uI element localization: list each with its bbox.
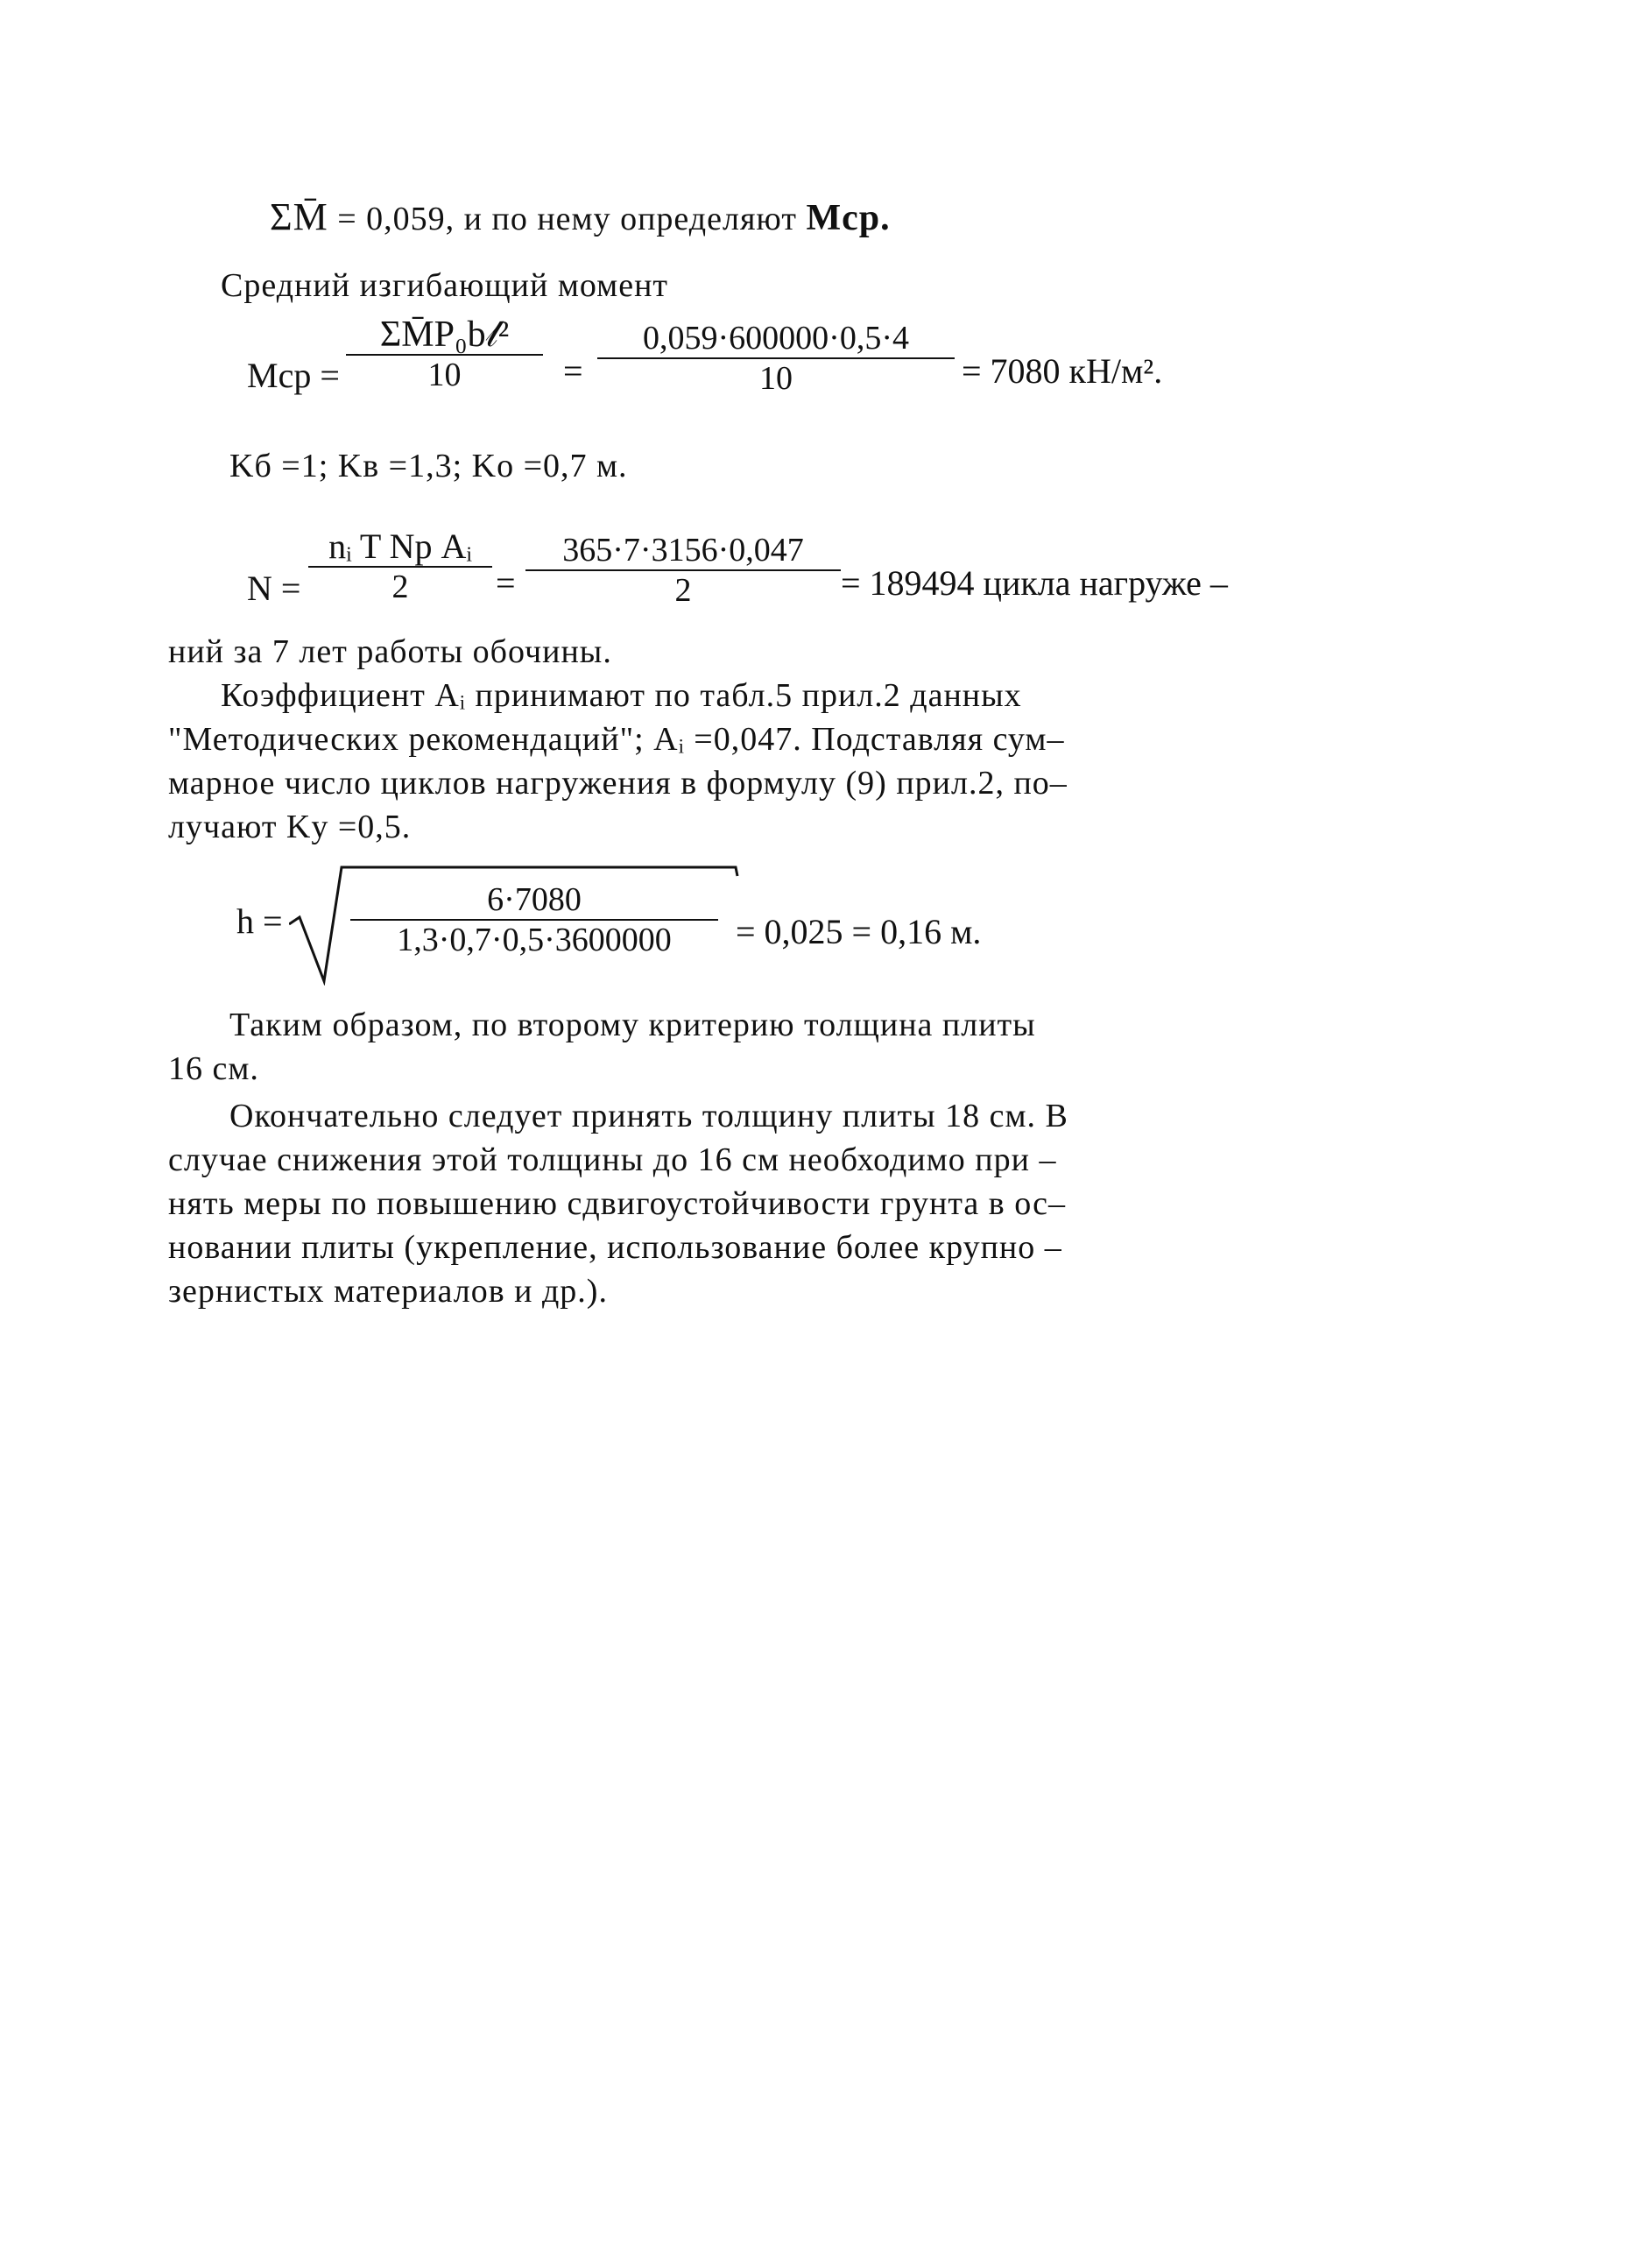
mcp-numerator-1: ΣM̄P₀b𝓁² <box>379 314 510 355</box>
text-line: Коэффициент Aᵢ принимают по табл.5 прил.2 данных <box>221 677 1022 714</box>
sum-value: = 0,059, <box>337 201 455 237</box>
text-line: "Методических рекомендаций"; Aᵢ =0,047. Подставляя сум– <box>168 721 1065 758</box>
sum-m-symbol: ΣM̄ <box>270 195 328 238</box>
n-equals: = <box>496 563 516 603</box>
text-line: ний за 7 лет работы обочины. <box>168 633 612 670</box>
sum-text: и по нему определяют <box>463 201 797 237</box>
n-denominator-1: 2 <box>391 569 409 605</box>
mcp-fraction-1 <box>346 315 543 394</box>
n-numerator-1: nᵢ T Nр Aᵢ <box>328 526 472 566</box>
text-line: Окончательно следует принять толщину плиты 18 см. В <box>229 1098 1068 1134</box>
h-numerator: 6·7080 <box>487 881 582 918</box>
n-denominator-2: 2 <box>674 572 692 609</box>
mcp-denominator-1: 10 <box>427 357 462 393</box>
h-formula-left: h = <box>236 901 283 941</box>
n-numerator-2: 365·7·3156·0,047 <box>562 532 804 569</box>
text-line: лучают Kу =0,5. <box>168 809 412 845</box>
text-line: зернистых материалов и др.). <box>168 1273 608 1310</box>
text-line: новании плиты (укрепление, использование более крупно – <box>168 1229 1062 1266</box>
mcp-symbol: Mср. <box>806 198 891 238</box>
text-line: Таким образом, по второму критерию толщина плиты <box>229 1007 1036 1043</box>
n-fraction-1 <box>308 527 492 606</box>
h-result: = 0,025 = 0,16 м. <box>736 912 982 951</box>
mcp-fraction-2 <box>597 319 955 398</box>
mcp-result: = 7080 кН/м². <box>962 351 1163 391</box>
k-coefficients: Kб =1; Kв =1,3; Kо =0,7 м. <box>229 448 628 484</box>
n-formula-left: N = <box>247 569 301 608</box>
h-fraction <box>350 880 718 959</box>
mcp-numerator-2: 0,059·600000·0,5·4 <box>643 320 909 357</box>
text-line: случае снижения этой толщины до 16 см необходимо при – <box>168 1141 1057 1178</box>
text-line: марное число циклов нагружения в формулу (9) прил.2, по– <box>168 765 1068 802</box>
moment-heading: Средний изгибающий момент <box>221 267 669 304</box>
text-line: нять меры по повышению сдвигоустойчивости грунта в ос– <box>168 1185 1067 1222</box>
mcp-denominator-2: 10 <box>759 360 793 397</box>
n-result: = 189494 цикла нагруже – <box>841 563 1228 603</box>
mcp-equals: = <box>563 351 583 391</box>
sum-line <box>270 194 891 239</box>
h-denominator: 1,3·0,7·0,5·3600000 <box>397 922 672 958</box>
n-fraction-2 <box>525 531 841 610</box>
mcp-formula-left: Mср = <box>247 356 340 395</box>
text-line: 16 см. <box>168 1050 259 1087</box>
